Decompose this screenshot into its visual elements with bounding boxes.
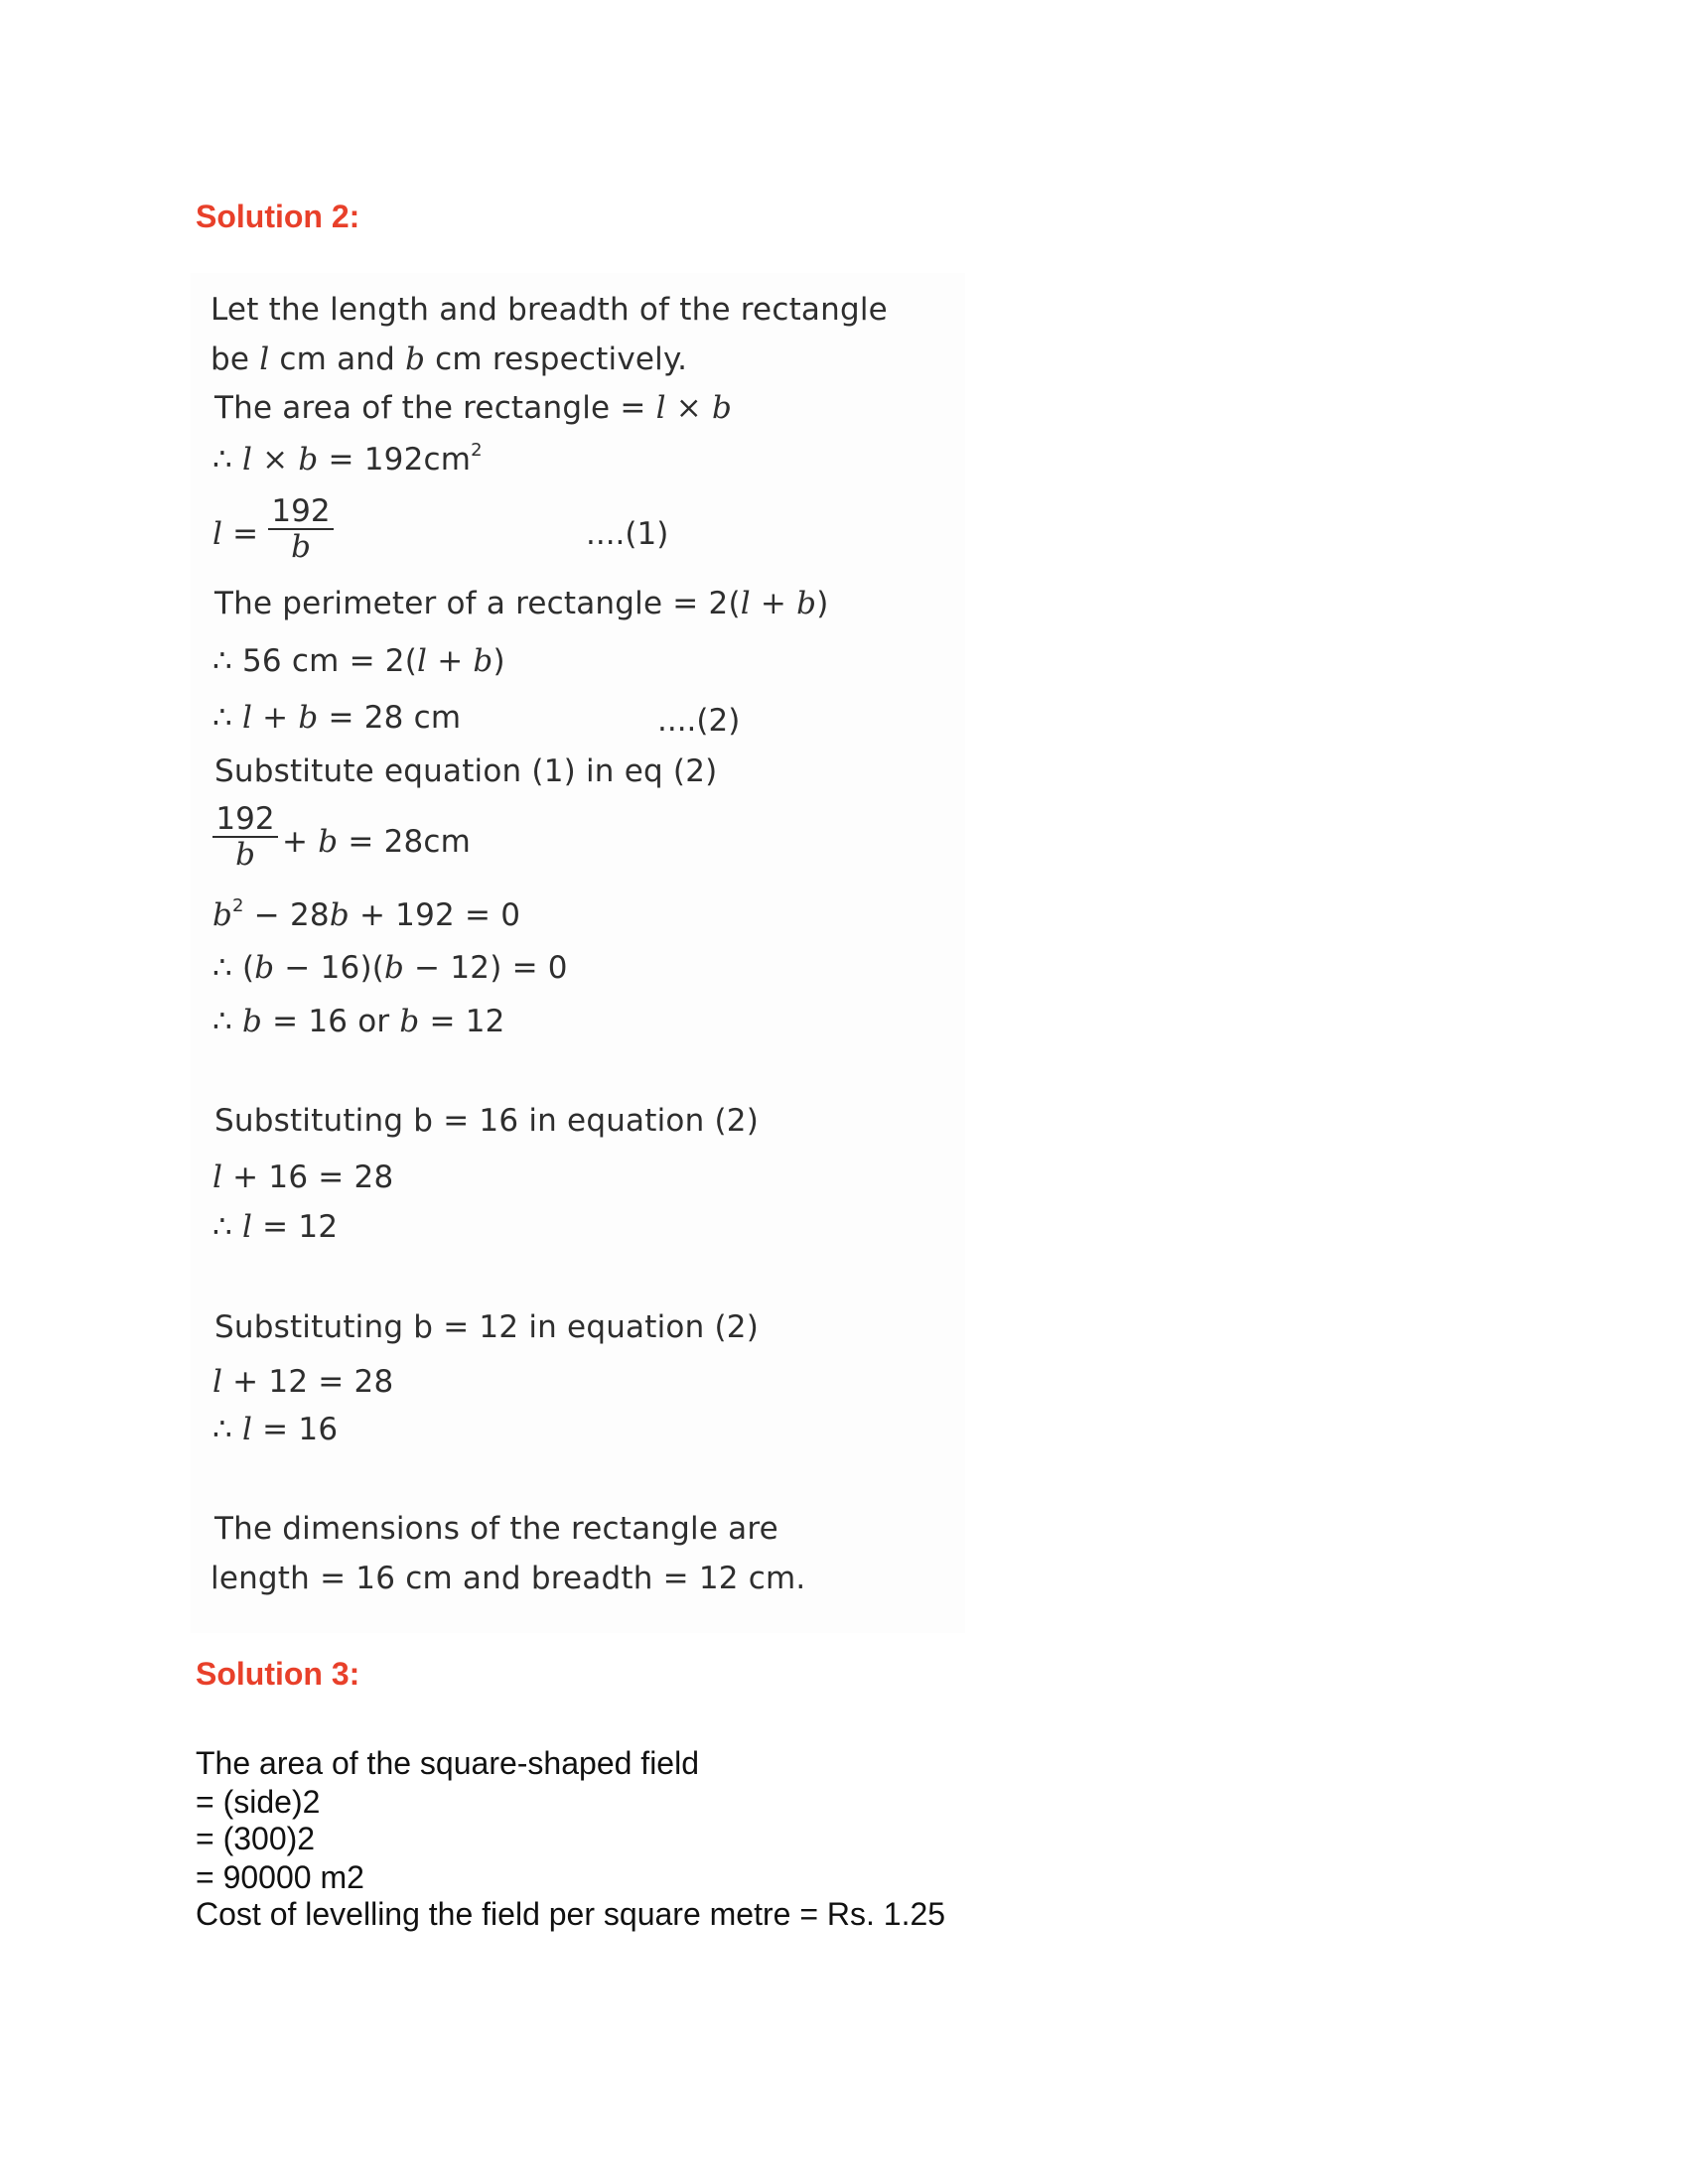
var-l: l	[212, 1160, 223, 1195]
therefore-symbol: ∴	[212, 1412, 242, 1447]
text: ∴ (	[212, 950, 255, 986]
var-b: b	[329, 897, 350, 933]
var-l: l	[241, 1412, 253, 1447]
text: )	[492, 643, 505, 679]
var-l: l	[259, 341, 270, 377]
solution-2-line-intro-2	[211, 340, 687, 379]
expr: l + b	[740, 586, 817, 621]
solution-2-fraction-192-over-b	[268, 494, 334, 564]
solution-2-fraction-sub	[212, 802, 278, 872]
solution-3-line-1: The area of the square-shaped field	[196, 1745, 699, 1781]
denominator: b	[235, 837, 255, 873]
solution-3-line-2: = (side)2	[196, 1784, 321, 1820]
text: ∴ 56 cm = 2(	[212, 643, 418, 679]
therefore-symbol: ∴	[212, 700, 242, 736]
solution-2-heading: Solution 2:	[196, 199, 360, 234]
solution-2-line-sub-rest	[282, 822, 471, 862]
text: = 12	[419, 1004, 505, 1039]
solution-3-heading: Solution 3:	[196, 1656, 360, 1692]
numerator: 192	[268, 494, 334, 530]
solution-2-line-area-eq	[212, 440, 483, 479]
solution-2-conclusion-line-1: The dimensions of the rectangle are	[214, 1511, 778, 1547]
var-l: l	[212, 1364, 223, 1400]
value: = 28 cm	[318, 700, 462, 736]
solution-2-line-perimeter-def	[214, 584, 829, 623]
solution-2-line-area-def	[214, 388, 732, 428]
text: = 16 or	[262, 1004, 400, 1039]
var-b: b	[399, 1004, 420, 1039]
var-b: b	[212, 897, 233, 933]
text: = 28cm	[338, 824, 472, 860]
solution-2-case-2-equation	[212, 1362, 393, 1402]
solution-2-case-1-equation	[212, 1158, 393, 1197]
var-l: l	[212, 516, 223, 552]
therefore-symbol: ∴	[212, 442, 242, 478]
equation-tag-2: ....(2)	[657, 703, 741, 739]
text: − 28	[243, 897, 330, 933]
solution-2-l-eq-lhs	[212, 514, 258, 554]
text: The perimeter of a rectangle = 2(	[214, 586, 741, 621]
solution-2-case-1-result	[212, 1207, 338, 1247]
solution-2-line-perimeter-eq	[212, 641, 505, 681]
text: + 16 = 28	[222, 1160, 394, 1195]
text: = 16	[252, 1412, 339, 1447]
expr: l + b	[417, 643, 493, 679]
text: = 12	[252, 1209, 339, 1245]
therefore-symbol: ∴	[212, 1004, 242, 1039]
expr: l + b	[241, 700, 319, 736]
text: The area of the rectangle =	[214, 390, 656, 426]
text: cm and	[269, 341, 406, 377]
solution-3-line-3: = (300)2	[196, 1821, 316, 1856]
solution-3-line-4: = 90000 m2	[196, 1859, 364, 1895]
equals: =	[222, 516, 259, 552]
solution-3-line-5: Cost of levelling the field per square metre = Rs. 1.25	[196, 1896, 946, 1932]
var-b: b	[241, 1004, 263, 1039]
therefore-symbol: ∴	[212, 1209, 242, 1245]
equation-tag-1: ....(1)	[586, 516, 669, 552]
var-l: l	[241, 1209, 253, 1245]
solution-2-line-quadratic	[212, 895, 520, 935]
expr: l × b	[655, 390, 733, 426]
text: + 192 = 0	[349, 897, 521, 933]
expr: l × b	[241, 442, 319, 478]
solution-2-line-substitute: Substitute equation (1) in eq (2)	[214, 753, 718, 789]
solution-2-line-roots	[212, 1002, 505, 1041]
text: +	[282, 824, 319, 860]
var-b: b	[384, 950, 405, 986]
text: + 12 = 28	[222, 1364, 394, 1400]
text: cm respectively.	[425, 341, 688, 377]
text: − 16)(	[274, 950, 385, 986]
solution-2-case-2-heading: Substituting b = 12 in equation (2)	[214, 1309, 759, 1345]
value: = 192cm	[318, 442, 472, 478]
text: )	[816, 586, 829, 621]
solution-2-line-intro-1: Let the length and breadth of the rectangle	[211, 292, 888, 328]
text: − 12) = 0	[404, 950, 568, 986]
var-b: b	[318, 824, 339, 860]
solution-2-conclusion-line-2: length = 16 cm and breadth = 12 cm.	[211, 1561, 806, 1596]
denominator: b	[291, 529, 311, 565]
text: be	[211, 341, 260, 377]
superscript: 2	[471, 440, 483, 461]
solution-2-case-2-result	[212, 1410, 338, 1449]
var-b: b	[254, 950, 275, 986]
solution-2-case-1-heading: Substituting b = 16 in equation (2)	[214, 1103, 759, 1139]
var-b: b	[405, 341, 426, 377]
solution-2-line-sum	[212, 698, 461, 738]
solution-2-line-factor	[212, 948, 568, 988]
superscript: 2	[232, 895, 244, 916]
numerator: 192	[212, 802, 278, 838]
